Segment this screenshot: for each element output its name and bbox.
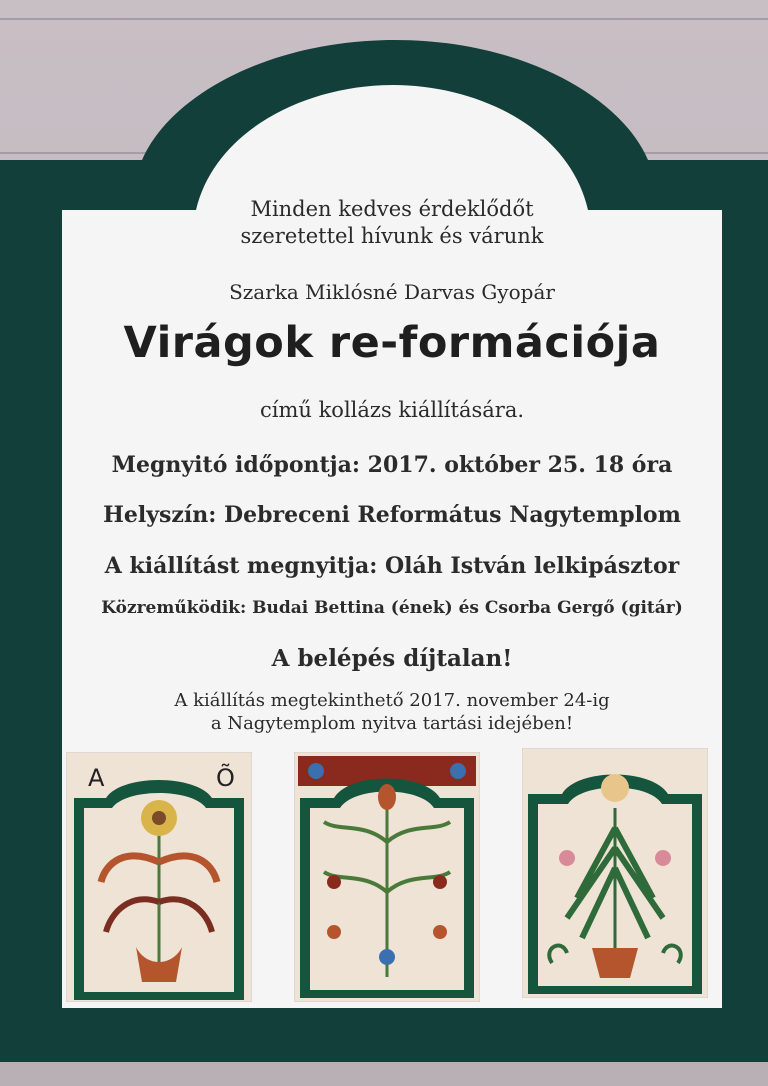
- artwork-2-blossom-4: [433, 925, 447, 939]
- artwork-1-flower-center: [152, 811, 166, 825]
- artwork-3-blossom-left: [559, 850, 575, 866]
- invitation: [62, 196, 722, 250]
- opening-time: Megnyitó időpontja: 2017. október 25. 18 óra: [111, 452, 673, 478]
- artwork-2-top-bud: [378, 784, 396, 810]
- invite-line-2: szeretettel hívunk és várunk: [240, 224, 544, 248]
- invite-line-1: Minden kedves érdeklődőt: [250, 197, 534, 221]
- visit-line-2: a Nagytemplom nyitva tartási idejében!: [210, 713, 574, 734]
- venue: Helyszín: Debreceni Református Nagytemplom: [103, 502, 681, 528]
- performers: Közreműködik: Budai Bettina (ének) és Csorba Gergő (gitár): [101, 598, 683, 618]
- artwork-3-top-flower: [601, 774, 629, 802]
- artwork-3-blossom-right: [655, 850, 671, 866]
- artist-name: Szarka Miklósné Darvas Gyopár: [229, 280, 555, 304]
- artwork-2-corner-flower-right: [450, 763, 466, 779]
- artwork-3: [522, 748, 708, 998]
- artwork-2-blossom-3: [327, 925, 341, 939]
- artwork-3-vase: [592, 948, 638, 978]
- opener: A kiállítást megnyitja: Oláh István lelkipásztor: [104, 553, 680, 579]
- artwork-2-blossom-1: [327, 875, 341, 889]
- entry-free: A belépés díjtalan!: [271, 645, 513, 672]
- visiting-info: [62, 689, 722, 735]
- artwork-2-corner-flower-left: [308, 763, 324, 779]
- artwork-1: [66, 752, 252, 1002]
- exhibition-subtitle: című kollázs kiállítására.: [259, 398, 525, 422]
- artwork-2: [294, 752, 480, 1002]
- visit-line-1: A kiállítás megtekinthető 2017. november 24-ig: [174, 690, 610, 711]
- artwork-2-blossom-2: [433, 875, 447, 889]
- exhibition-title: Virágok re-formációja: [123, 318, 661, 368]
- artwork-1-letter-a: A: [88, 764, 105, 792]
- artwork-1-letter-o: Õ: [216, 764, 235, 792]
- artwork-2-blossom-5: [379, 949, 395, 965]
